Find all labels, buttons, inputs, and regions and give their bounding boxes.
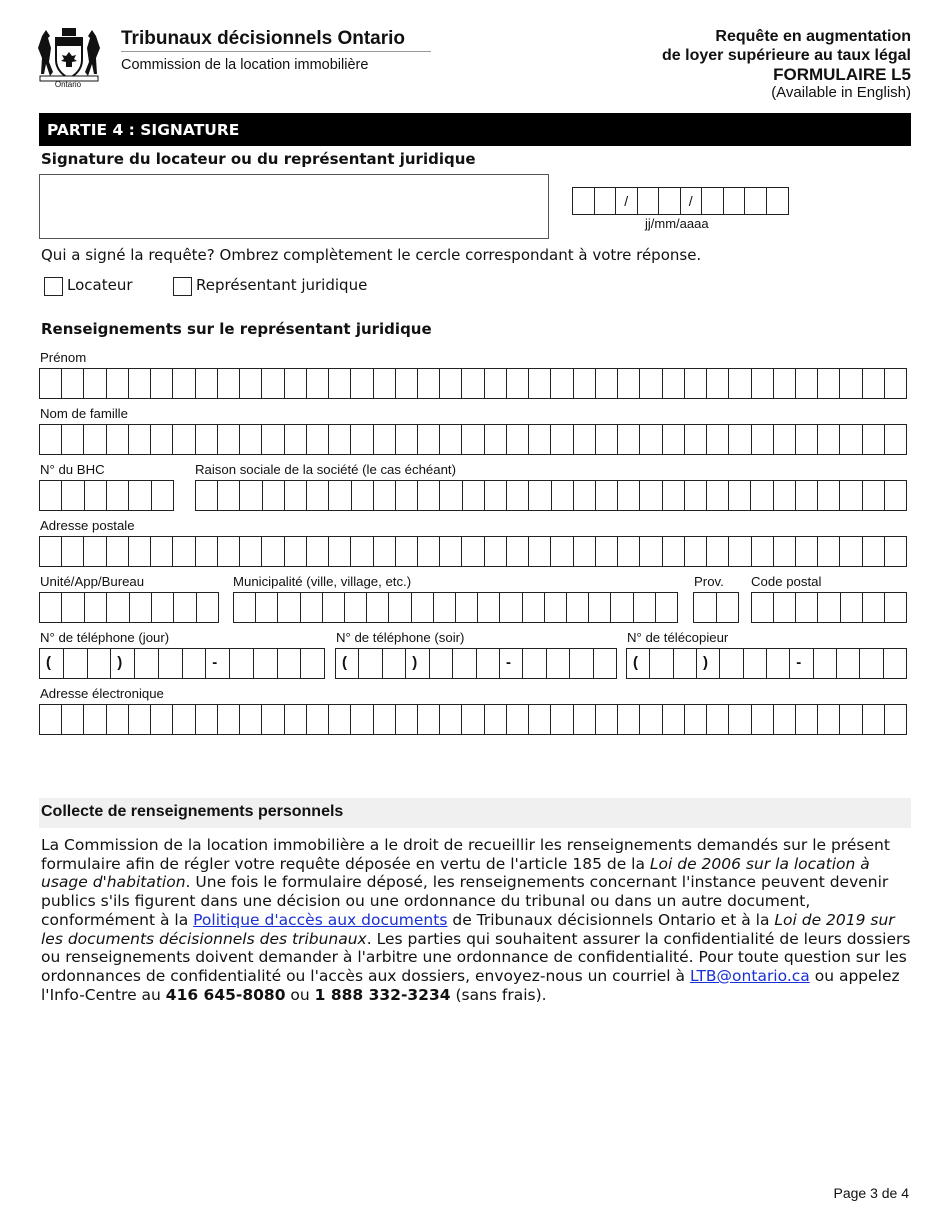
date-field[interactable] xyxy=(572,187,789,215)
form-title-line1: Requête en augmentation xyxy=(715,28,911,45)
phone-day-field[interactable]: ( ) - xyxy=(39,648,325,679)
mailing-address-label: Adresse postale xyxy=(40,518,135,533)
org-title: Tribunaux décisionnels Ontario xyxy=(121,28,405,49)
legal-rep-checkbox[interactable] xyxy=(173,277,192,296)
logo-caption: Ontario xyxy=(54,80,82,89)
signature-heading: Signature du locateur ou du représentant juridique xyxy=(41,150,476,168)
landlord-option-label: Locateur xyxy=(67,276,133,294)
company-name-field[interactable] xyxy=(195,480,907,511)
postal-code-field[interactable] xyxy=(751,592,907,623)
last-name-label: Nom de famille xyxy=(40,406,128,421)
org-divider xyxy=(121,51,431,52)
form-title-block xyxy=(662,27,911,101)
mailing-address-field[interactable] xyxy=(39,536,907,567)
rta-law-name: Loi de 2006 sur la location à usage d'habitation xyxy=(41,854,870,892)
ltb-email-link[interactable]: LTB@ontario.ca xyxy=(689,966,810,985)
page-number: Page 3 de 4 xyxy=(833,1185,909,1201)
privacy-title: Collecte de renseignements personnels xyxy=(41,803,344,820)
email-label: Adresse électronique xyxy=(40,686,164,701)
unit-label: Unité/App/Bureau xyxy=(40,574,145,589)
first-name-field[interactable] xyxy=(39,368,907,399)
fax-field[interactable]: ( ) - xyxy=(626,648,907,679)
date-separator: / xyxy=(616,188,638,214)
postal-code-label: Code postal xyxy=(751,574,822,589)
access-policy-link[interactable]: Politique d'accès aux documents xyxy=(193,910,448,929)
first-name-label: Prénom xyxy=(40,350,87,365)
toll-free-phone-number: 1 888 332-3234 xyxy=(314,985,451,1004)
company-name-label: Raison sociale de la société (le cas échéant) xyxy=(195,462,456,477)
date-separator: / xyxy=(681,188,703,214)
last-name-field[interactable] xyxy=(39,424,907,455)
municipality-label: Municipalité (ville, village, etc.) xyxy=(233,574,412,589)
signature-field[interactable] xyxy=(39,174,549,239)
province-field[interactable] xyxy=(693,592,739,623)
phone-evening-label: N° de téléphone (soir) xyxy=(336,630,465,645)
part-title: PARTIE 4 : SIGNATURE xyxy=(39,113,911,146)
lso-number-label: N° du BHC xyxy=(40,462,105,477)
province-label: Prov. xyxy=(694,574,724,589)
local-phone-number: 416 645-8080 xyxy=(165,985,286,1004)
municipality-field[interactable] xyxy=(233,592,678,623)
lso-number-field[interactable] xyxy=(39,480,174,511)
fax-label: N° de télécopieur xyxy=(627,630,729,645)
landlord-checkbox[interactable] xyxy=(44,277,63,296)
email-field[interactable] xyxy=(39,704,907,735)
available-in-english: (Available in English) xyxy=(771,84,911,101)
phone-day-label: N° de téléphone (jour) xyxy=(40,630,170,645)
date-format-caption: jj/mm/aaaa xyxy=(645,216,709,231)
org-subtitle: Commission de la location immobilière xyxy=(121,57,369,73)
form-title-line2: de loyer supérieure au taux légal xyxy=(662,47,911,64)
phone-evening-field[interactable]: ( ) - xyxy=(335,648,617,679)
form-code: FORMULAIRE L5 xyxy=(773,65,911,84)
unit-field[interactable] xyxy=(39,592,219,623)
legal-rep-option-label: Représentant juridique xyxy=(196,276,368,294)
adjudicative-records-law-name: Loi de 2019 sur les documents décisionnels des tribunaux xyxy=(41,910,895,948)
representative-heading: Renseignements sur le représentant juridique xyxy=(41,320,432,338)
signer-question: Qui a signé la requête? Ombrez complètement le cercle correspondant à votre réponse. xyxy=(41,246,702,264)
privacy-paragraph: La Commission de la location immobilière a le droit de recueillir les renseignements demandés sur le présent formulaire afin de régler votre requête déposée en vertu de l'article 185 de la Loi de 2006 sur la location à usage d'habitation. Une fois le formulaire déposé, les renseignements concernant l'instance peuvent devenir publics s'ils figurent dans une décision ou une ordonnance du tribunal ou dans un autre document, conformément à la Politique d'accès aux documents de Tribunaux décisionnels Ontario et à la Loi de 2019 sur les documents décisionnels des tribunaux. Les parties qui souhaitent assurer la confidentialité de leurs dossiers ou renseignements doivent demander à l'arbitre une ordonnance de confidentialité. Pour toute question sur les ordonnances de confidentialité ou l'accès aux dossiers, envoyez-nous un courriel à LTB@ontario.ca ou appelez l'Info-Centre au 416 645-8080 ou 1 888 332-3234 (sans frais). xyxy=(41,836,911,1004)
